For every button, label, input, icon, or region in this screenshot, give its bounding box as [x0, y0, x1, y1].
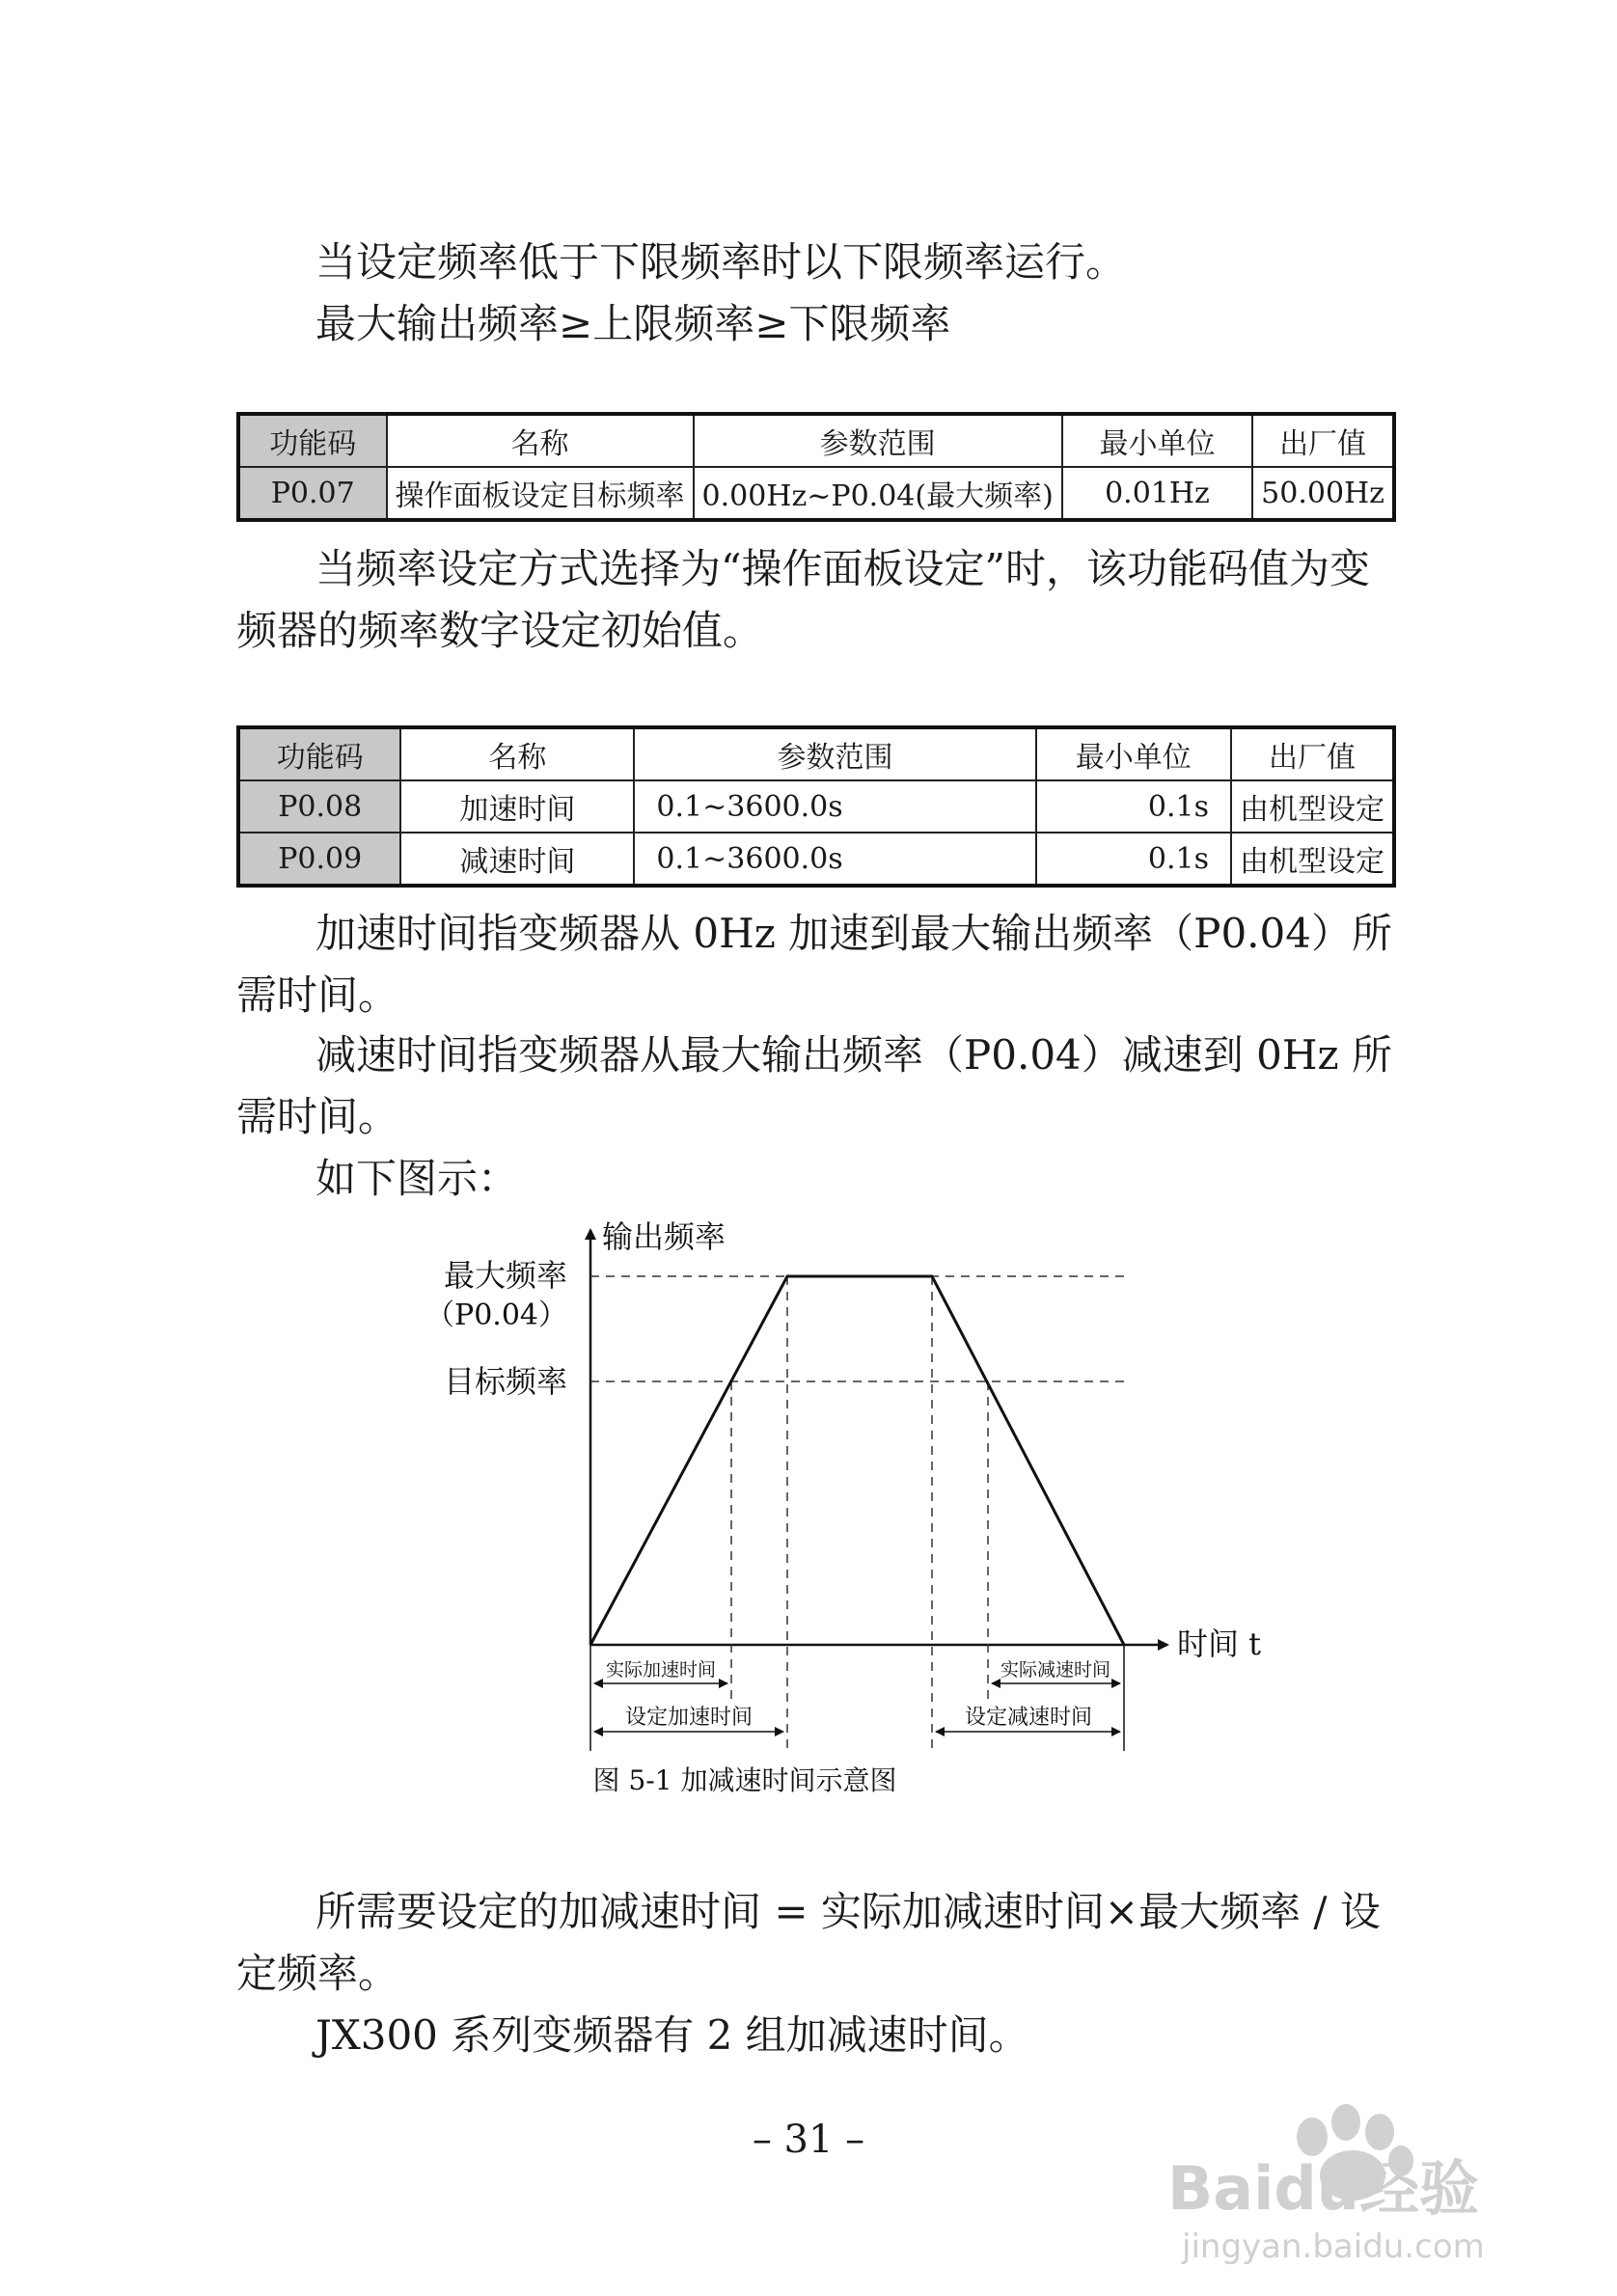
paragraph-lower-limit: 当设定频率低于下限频率时以下限频率运行。: [315, 238, 1127, 286]
y-axis-label: 输出频率: [602, 1218, 726, 1255]
table-header-row: [238, 414, 1394, 467]
page-number: – 31 –: [752, 2118, 865, 2162]
x-axis-label: 时间 t: [1177, 1626, 1262, 1662]
header-unit: 最小单位: [1062, 414, 1252, 467]
actual-decel-label: 实际减速时间: [1000, 1659, 1111, 1681]
header-default: 出厂值: [1252, 414, 1394, 467]
table-p008-p009: [236, 725, 1396, 888]
paragraph-accel-definition: 加速时间指变频器从 0Hz 加速到最大输出频率（P0.04）所需时间。: [236, 910, 1392, 1019]
cell-name: 减速时间: [400, 833, 634, 886]
cell-default: 由机型设定: [1231, 833, 1394, 886]
table-p007: [236, 412, 1396, 522]
frequency-profile-line: [590, 1276, 1124, 1645]
header-range: 参数范围: [694, 414, 1062, 467]
cell-code: P0.07: [238, 467, 387, 520]
paragraph-accel-groups: JX300 系列变频器有 2 组加减速时间。: [315, 2011, 1029, 2059]
figure-caption: 图 5-1 加减速时间示意图: [592, 1764, 897, 1796]
header-name: 名称: [387, 414, 694, 467]
set-decel-label: 设定减速时间: [964, 1706, 1093, 1730]
header-unit: 最小单位: [1036, 727, 1231, 780]
table-row: [238, 467, 1394, 520]
table-row: [238, 833, 1394, 886]
max-freq-label: 最大频率: [443, 1257, 567, 1294]
set-accel-label: 设定加速时间: [624, 1706, 754, 1730]
cell-default: 由机型设定: [1231, 780, 1394, 833]
cell-unit: 0.1s: [1036, 833, 1231, 886]
header-code: 功能码: [238, 727, 400, 780]
paragraph-decel-definition: 减速时间指变频器从最大输出频率（P0.04）减速到 0Hz 所需时间。: [236, 1031, 1392, 1140]
watermark-brand: Baidu经验: [1167, 2153, 1479, 2224]
accel-decel-diagram: [415, 1211, 1302, 1828]
table-header-row: [238, 727, 1394, 780]
cell-name: 操作面板设定目标频率: [387, 467, 694, 520]
paragraph-freq-relation: 最大输出频率≥上限频率≥下限频率: [315, 300, 951, 347]
header-default: 出厂值: [1231, 727, 1394, 780]
cell-default: 50.00Hz: [1252, 467, 1394, 520]
cell-range: 0.1~3600.0s: [634, 833, 1035, 886]
cell-code: P0.09: [238, 833, 400, 886]
header-range: 参数范围: [634, 727, 1035, 780]
header-name: 名称: [400, 727, 634, 780]
actual-accel-label: 实际加速时间: [605, 1659, 717, 1681]
cell-range: 0.00Hz~P0.04(最大频率): [694, 467, 1062, 520]
paragraph-figure-intro: 如下图示：: [315, 1155, 519, 1202]
header-code: 功能码: [238, 414, 387, 467]
watermark-url: jingyan.baidu.com: [1182, 2228, 1485, 2266]
cell-code: P0.08: [238, 780, 400, 833]
paragraph-formula: 所需要设定的加减速时间 = 实际加减速时间×最大频率 / 设定频率。: [236, 1888, 1381, 1997]
cell-unit: 0.01Hz: [1062, 467, 1252, 520]
table-row: [238, 780, 1394, 833]
cell-unit: 0.1s: [1036, 780, 1231, 833]
target-freq-label: 目标频率: [443, 1363, 567, 1400]
cell-name: 加速时间: [400, 780, 634, 833]
paragraph-panel-setting: 当频率设定方式选择为“操作面板设定”时，该功能码值为变频器的频率数字设定初始值。: [236, 545, 1370, 654]
cell-range: 0.1~3600.0s: [634, 780, 1035, 833]
baidu-watermark: [1148, 2079, 1553, 2272]
max-freq-code: （P0.04）: [425, 1298, 567, 1332]
